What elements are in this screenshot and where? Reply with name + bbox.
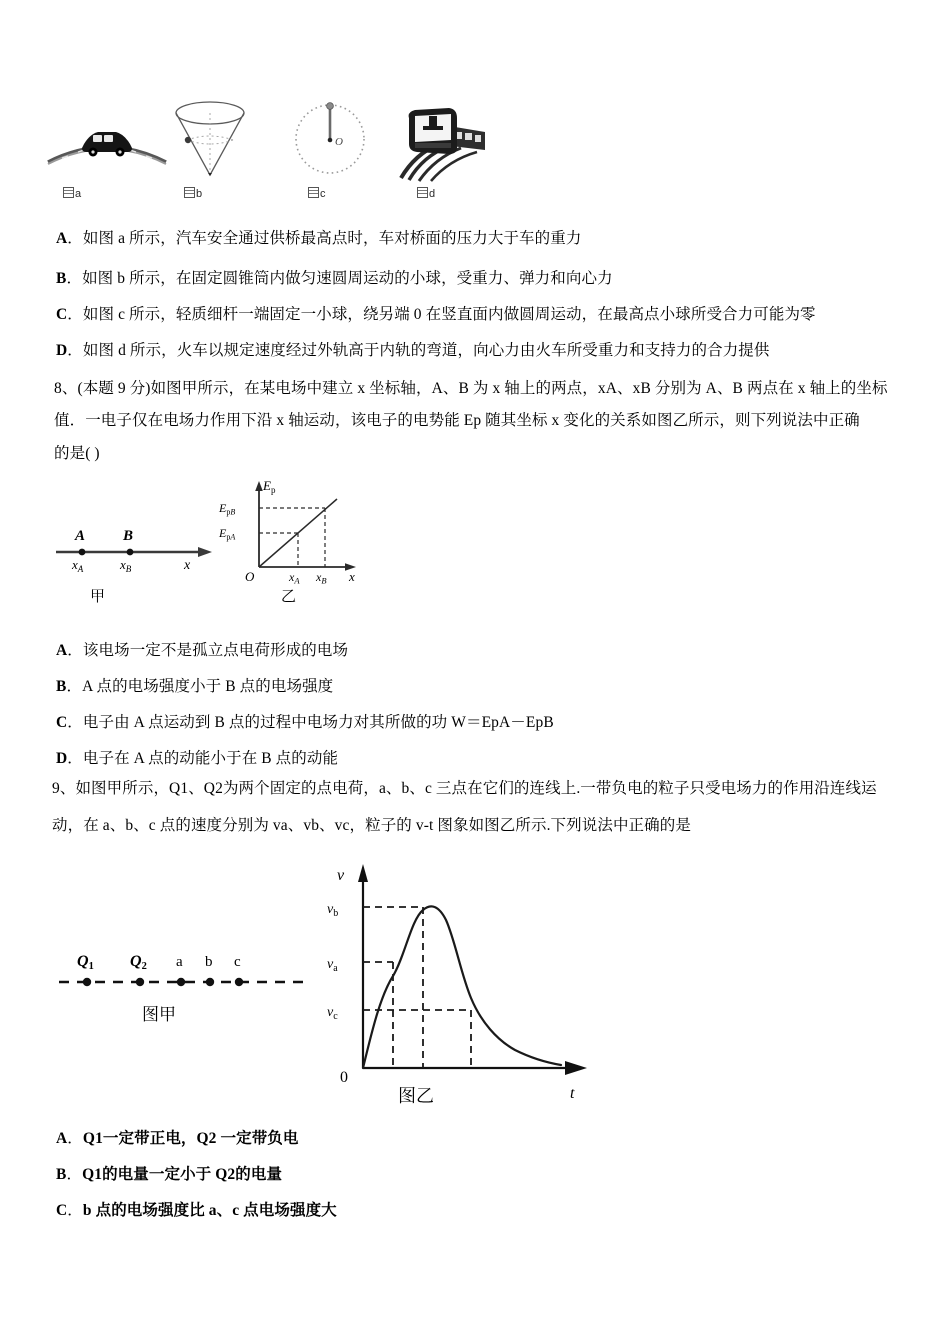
q9-figure-yi-vt-graph (315, 858, 625, 1118)
q9-option-b-letter: B (56, 1166, 67, 1183)
figure-glyph-icon (184, 187, 195, 198)
q8-option-c[interactable]: C．电子由 A 点运动到 B 点的过程中电场力对其所做的功 W＝EpA－EpB (56, 714, 554, 731)
q9-option-a-text: Q1一定带正电，Q2 一定带负电 (82, 1130, 299, 1147)
q9-jia-label-b: b (205, 954, 213, 970)
q8-jia-point-b-coord: $x_B$ (120, 557, 132, 574)
figure-strip (0, 0, 950, 210)
q8-stem-line1: 8、(本题 9 分)如图甲所示，在某电场中建立 x 坐标轴，A、B 为 x 轴上的两点，xA、xB 分别为 A、B 两点在 x 轴上的坐标 (54, 380, 888, 397)
figure-glyph-icon (308, 187, 319, 198)
figure-b-caption: b (184, 186, 202, 200)
q8-yi-tick-xb: $x_B$ (316, 570, 327, 585)
figure-d-caption: d (417, 186, 435, 200)
q7-option-d-letter: D (56, 342, 68, 359)
q9-yi-origin-label: 0 (340, 1069, 348, 1086)
q8-figure-jia (50, 520, 220, 591)
q8-option-d[interactable]: D．电子在 A 点的动能小于在 B 点的动能 (56, 750, 339, 767)
figure-glyph-icon (417, 187, 428, 198)
q9-yi-y-axis-label: v (337, 867, 345, 884)
q7-option-d[interactable]: D．如图 d 所示，火车以规定速度经过外轨高于内轨的弯道，向心力由火车所受重力和支持力的合力提供 (56, 342, 770, 359)
q8-jia-point-a-label: A (75, 528, 86, 544)
figure-a-caption: a (63, 186, 81, 200)
q8-option-a-text: 该电场一定不是孤立点电荷形成的电场 (82, 642, 349, 659)
q8-option-b[interactable]: B．A 点的电场强度小于 B 点的电场强度 (56, 678, 334, 695)
q9-jia-label-q1: Q1 (77, 953, 94, 972)
q9-option-a[interactable]: A．Q1一定带正电，Q2 一定带负电 (56, 1130, 299, 1147)
q9-option-b[interactable]: B．Q1的电量一定小于 Q2的电量 (56, 1166, 283, 1183)
q8-option-b-text: A 点的电场强度小于 B 点的电场强度 (82, 678, 334, 695)
figure-a-car-on-bridge (42, 108, 172, 175)
q9-option-c-letter: C (56, 1202, 68, 1219)
q9-yi-caption: 图乙 (398, 1086, 434, 1106)
q9-yi-x-axis-label: t (570, 1085, 575, 1102)
q7-option-c-text: 如图 c 所示，轻质细杆一端固定一小球，绕另端 0 在竖直面内做圆周运动，在最高点小球所受合力可能为零 (82, 306, 816, 323)
q8-yi-tick-epa: $E_pA$ (219, 526, 236, 542)
q9-jia-label-a: a (176, 954, 183, 970)
q9-option-a-letter: A (56, 1130, 68, 1147)
q7-option-d-text: 如图 d 所示，火车以规定速度经过外轨高于内轨的弯道，向心力由火车所受重力和支持力的合力提供 (82, 342, 770, 359)
q9-option-c[interactable]: C．b 点的电场强度比 a、c 点电场强度大 (56, 1202, 337, 1219)
q8-jia-axis-label: x (184, 558, 191, 573)
q8-option-a[interactable]: A．该电场一定不是孤立点电荷形成的电场 (56, 642, 349, 659)
q8-figure-yi-graph (213, 475, 363, 590)
q7-option-a-letter: A (56, 230, 68, 247)
figure-c-rod-circular-motion (280, 96, 380, 187)
q9-yi-tick-vb: $v_b$ (327, 902, 339, 919)
q9-stem-line2: 动，在 a、b、c 点的速度分别为 va、vb、vc，粒子的 v-t 图象如图乙所示.下列说法中正确的是 (52, 817, 691, 834)
q7-option-c-letter: C (56, 306, 68, 323)
q8-option-d-text: 电子在 A 点的动能小于在 B 点的动能 (82, 750, 339, 767)
q7-option-a[interactable]: A．如图 a 所示，汽车安全通过供桥最高点时，车对桥面的压力大于车的重力 (56, 230, 582, 247)
q8-yi-tick-xa: $x_A$ (289, 570, 300, 585)
q9-jia-label-q2: Q2 (130, 953, 147, 972)
q7-option-c[interactable]: C．如图 c 所示，轻质细杆一端固定一小球，绕另端 0 在竖直面内做圆周运动，在最高点小球所受合力可能为零 (56, 306, 816, 323)
figure-glyph-icon (63, 187, 74, 198)
q8-option-c-letter: C (56, 714, 68, 731)
q9-yi-tick-vc: $v_c$ (327, 1005, 338, 1022)
figure-c-caption: c (308, 186, 326, 200)
figure-d-train-banked-curve (393, 96, 498, 187)
q8-yi-y-axis-label: $E_p$ (263, 478, 276, 495)
q8-jia-point-a-coord: $x_A$ (72, 557, 84, 574)
q7-option-b-text: 如图 b 所示，在固定圆锥筒内做匀速圆周运动的小球，受重力、弹力和向心力 (82, 270, 613, 287)
q8-option-a-letter: A (56, 642, 68, 659)
figure-b-cone-funnel (160, 96, 260, 187)
q8-stem-line2: 值．一电子仅在电场力作用下沿 x 轴运动，该电子的电势能 Ep 随其坐标 x 变化的关系如图乙所示，则下列说法中正确 (54, 412, 860, 429)
q8-yi-caption: 乙 (281, 589, 297, 605)
q8-option-d-letter: D (56, 750, 68, 767)
q8-jia-caption: 甲 (90, 589, 106, 605)
q9-yi-tick-va: $v_a$ (327, 957, 338, 974)
q7-option-b[interactable]: B．如图 b 所示，在固定圆锥筒内做匀速圆周运动的小球，受重力、弹力和向心力 (56, 270, 613, 287)
q9-stem-line1: 9、如图甲所示，Q1、Q2为两个固定的点电荷，a、b、c 三点在它们的连线上.一带负电的粒子只受电场力的作用沿连线运 (52, 780, 877, 797)
q7-option-b-letter: B (56, 270, 67, 287)
q9-option-c-text: b 点的电场强度比 a、c 点电场强度大 (82, 1202, 337, 1219)
q8-yi-origin-label: O (245, 569, 255, 584)
q9-jia-caption: 图甲 (142, 1005, 176, 1024)
q8-jia-point-b-label: B (123, 528, 134, 544)
figure-c-center-label: O (335, 136, 343, 148)
q9-option-b-text: Q1的电量一定小于 Q2的电量 (82, 1166, 283, 1183)
q8-yi-x-axis-label: x (349, 569, 355, 584)
q9-figure-jia (55, 940, 315, 1015)
q8-stem-line3: 的是( ) (54, 445, 100, 462)
q8-option-c-text: 电子由 A 点运动到 B 点的过程中电场力对其所做的功 W＝EpA－EpB (82, 714, 554, 731)
q8-option-b-letter: B (56, 678, 67, 695)
q9-jia-label-c: c (234, 954, 241, 970)
q8-yi-tick-epb: $E_pB$ (219, 501, 236, 517)
q7-option-a-text: 如图 a 所示，汽车安全通过供桥最高点时，车对桥面的压力大于车的重力 (82, 230, 582, 247)
